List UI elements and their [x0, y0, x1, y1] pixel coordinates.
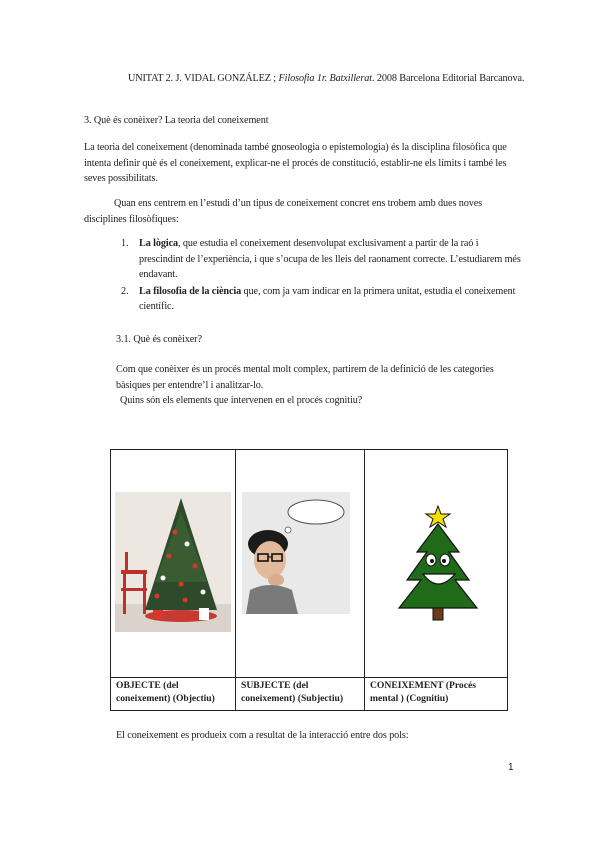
decorated-christmas-tree-photo [115, 492, 231, 632]
paragraph-disciplines-text: Quan ens centrem en l’estudi d’un tipus de coneixement concret ens trobem amb dues noves disciplines filosòfiques: [84, 198, 483, 225]
paragraph-knowing-definition [116, 362, 506, 409]
subject-image-cell [236, 450, 365, 678]
list-item-number: 1. [121, 238, 129, 249]
list-item [121, 284, 521, 315]
header-book-title: Filosofia 1r. Batxillerat [278, 73, 372, 84]
list-item-number: 2. [121, 285, 129, 297]
knowledge-elements-table [110, 449, 508, 711]
subject-label: SUBJECTE (del coneixement) (Subjectiu) [236, 678, 365, 711]
object-label: OBJECTE (del coneixement) (Objectiu) [111, 678, 236, 711]
knowledge-image-cell [365, 450, 508, 678]
paragraph-theory-of-knowledge: La teoria del coneixement (denominada també gnoseologia o epistemologia) és la disciplina filosòfica que intenta definir què és el coneixement, explicar-ne el procés de constitució, establir-ne els límits i també les seves possibilitats. [84, 142, 507, 184]
header-citation [128, 71, 528, 87]
object-image-cell [111, 450, 236, 678]
paragraph-interaction: El coneixement es produeix com a resultat de la interacció entre dos pols: [116, 730, 409, 741]
knowledge-label: CONEIXEMENT (Procés mental ) (Cognitiu) [365, 678, 508, 711]
paragraph-question: Quins són els elements que intervenen en el procés cognitiu? [120, 395, 363, 406]
list-item-term: La lògica [139, 238, 178, 249]
section-3-1-heading: 3.1. Què és conèixer? [116, 334, 202, 345]
list-item [121, 236, 521, 283]
disciplines-list [121, 236, 521, 315]
cartoon-christmas-tree [395, 504, 481, 622]
list-item-term: La filosofia de la ciència [139, 285, 242, 297]
page-number: 1 [508, 762, 514, 773]
header-author: UNITAT 2. J. VIDAL GONZÁLEZ ; [128, 73, 279, 84]
section-3-heading: 3. Què és conèixer? La teoria del coneixement [84, 115, 269, 126]
paragraph-disciplines-intro [84, 196, 524, 227]
header-publisher: . 2008 Barcelona Editorial Barcanova. [371, 73, 525, 84]
list-item-text: que, com ja vam indicar en la primera unitat, estudia el coneixement científic. [139, 285, 516, 312]
thinking-boy-photo [242, 492, 350, 614]
list-item-text: , que estudia el coneixement desenvolupat exclusivament a partir de la raó i prescindint de l’experiència, i que s’ocupa de les lleis del raonament correcte. L’estudiarem més endavant. [139, 238, 521, 280]
paragraph-knowing-text: Com que conèixer és un procés mental molt complex, partirem de la definició de les categories bàsiques per entendre’l i analitzar-lo. [116, 364, 494, 391]
